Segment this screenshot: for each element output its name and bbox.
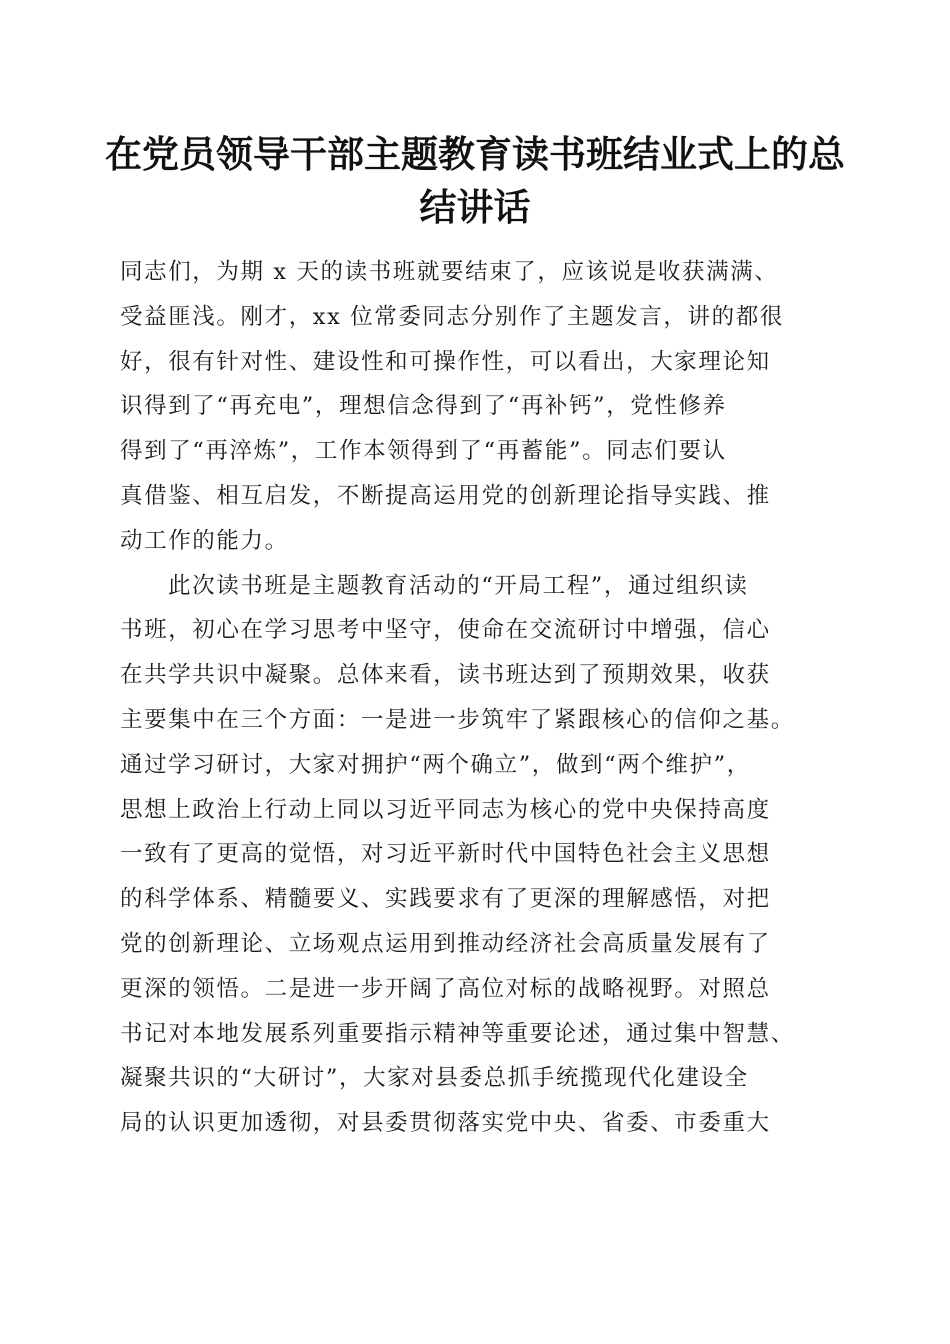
paragraph-line: 得到了“再淬炼”，工作本领得到了“再蓄能”。同志们要认 xyxy=(120,438,727,465)
paragraph-line: 一致有了更高的觉悟，对习近平新时代中国特色社会主义思想 xyxy=(120,841,771,868)
paragraph-line: 思想上政治上行动上同以习近平同志为核心的党中央保持高度 xyxy=(120,796,771,823)
paragraph-achievements xyxy=(120,564,840,1146)
paragraph-line: 书记对本地发展系列重要指示精神等重要论述，通过集中智慧、 xyxy=(120,1020,795,1047)
document-body xyxy=(120,250,840,1146)
paragraph-line: 的科学体系、精髓要义、实践要求有了更深的理解感悟，对把 xyxy=(120,886,771,913)
title-line-2: 结讲话 xyxy=(419,185,531,229)
paragraph-line: 更深的领悟。二是进一步开阔了高位对标的战略视野。对照总 xyxy=(120,975,771,1002)
document-title xyxy=(100,128,850,234)
title-line-1: 在党员领导干部主题教育读书班结业式上的总 xyxy=(105,132,845,176)
paragraph-line: 主要集中在三个方面：一是进一步筑牢了紧跟核心的信仰之基。 xyxy=(120,706,795,733)
paragraph-line: 真借鉴、相互启发，不断提高运用党的创新理论指导实践、推 xyxy=(120,482,771,509)
paragraph-line: 通过学习研讨，大家对拥护“两个确立”，做到“两个维护”， xyxy=(120,751,751,778)
paragraph-line: 好，很有针对性、建设性和可操作性，可以看出，大家理论知 xyxy=(120,348,771,375)
paragraph-line: 党的创新理论、立场观点运用到推动经济社会高质量发展有了 xyxy=(120,930,771,957)
paragraph-line: 在共学共识中凝聚。总体来看，读书班达到了预期效果，收获 xyxy=(120,662,771,689)
paragraph-line: 动工作的能力。 xyxy=(120,527,289,554)
paragraph-first-line: 此次读书班是主题教育活动的“开局工程”，通过组织读 xyxy=(168,572,749,599)
paragraph-line: 凝聚共识的“大研讨”，大家对县委总抓手统揽现代化建设全 xyxy=(120,1065,749,1092)
paragraph-line: 同志们，为期 x 天的读书班就要结束了，应该说是收获满满、 xyxy=(120,259,779,285)
paragraph-opening xyxy=(120,250,840,564)
paragraph-line: 识得到了“再充电”，理想信念得到了“再补钙”，党性修养 xyxy=(120,393,727,420)
paragraph-line: 局的认识更加透彻，对县委贯彻落实党中央、省委、市委重大 xyxy=(120,1110,771,1137)
paragraph-line: 受益匪浅。刚才，xx 位常委同志分别作了主题发言，讲的都很 xyxy=(120,303,784,330)
paragraph-line: 书班，初心在学习思考中坚守，使命在交流研讨中增强，信心 xyxy=(120,617,771,644)
